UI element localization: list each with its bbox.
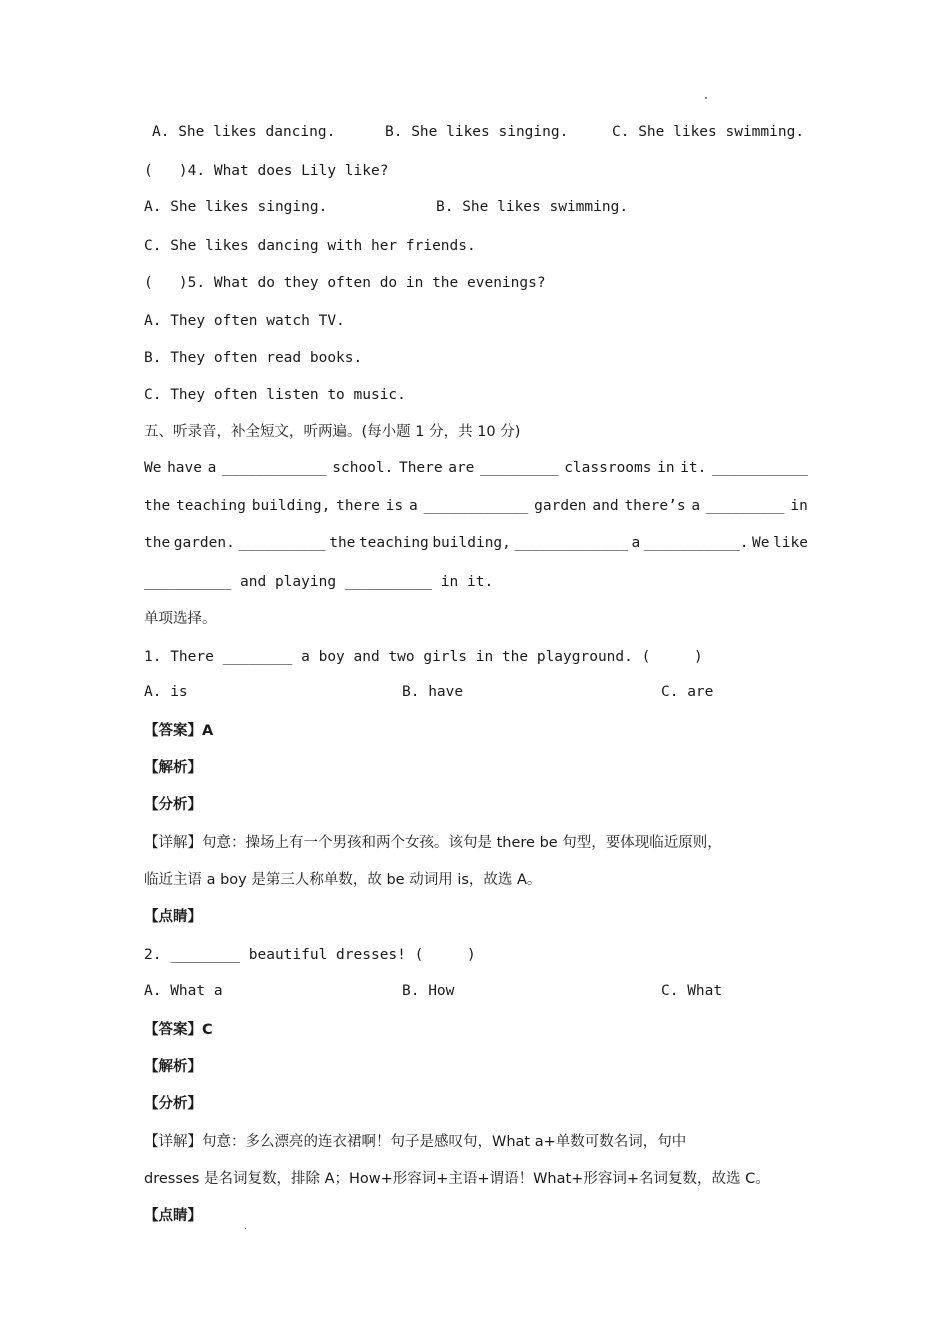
sc-q1-detail-2: 临近主语 a boy 是第三人称单数，故 be 动词用 is，故选 A。	[144, 872, 542, 888]
sc-q1-option-a: A. is	[144, 684, 188, 700]
q3-option-c: C. She likes swimming.	[612, 124, 805, 140]
sc-q1-stem: 1. There ________ a boy and two girls in the playground. ( )	[144, 649, 703, 665]
blank: _________	[480, 460, 559, 476]
word: and	[592, 498, 619, 514]
word: there	[336, 498, 380, 514]
q3-option-a: A. She likes dancing.	[152, 124, 336, 140]
single-choice-heading: 单项选择。	[144, 611, 217, 627]
sc-q1-option-b: B. have	[402, 684, 464, 700]
sc-q1-jiexi: 【解析】	[144, 760, 202, 776]
word: there’s	[624, 498, 686, 514]
word: is	[385, 498, 404, 514]
blank: __________	[238, 535, 326, 551]
sc-q1-answer: 【答案】A	[144, 723, 214, 739]
word: a	[691, 498, 701, 514]
sc-q1-options	[144, 684, 808, 704]
word: the	[329, 535, 356, 551]
word: a	[207, 460, 217, 476]
section5-line-1	[144, 460, 808, 480]
sc-q2-jiexi: 【解析】	[144, 1059, 202, 1075]
word: like	[773, 535, 808, 551]
q5-stem: ( )5. What do they often do in the evenings?	[144, 275, 546, 291]
section5-heading: 五、听录音，补全短文，听两遍。(每小题 1 分，共 10 分)	[144, 424, 521, 440]
q4-stem: ( )4. What does Lily like?	[144, 163, 389, 179]
sc-q1-dianjing: 【点睛】	[144, 909, 202, 925]
word: building,	[432, 535, 511, 551]
blank: ____________	[423, 498, 529, 514]
word: classrooms	[564, 460, 652, 476]
word: in	[790, 498, 808, 514]
sc-q1-option-c: C. are	[661, 684, 714, 700]
sc-q2-answer: 【答案】C	[144, 1022, 213, 1038]
q5-option-b: B. They often read books.	[144, 350, 363, 366]
sc-q2-dianjing: 【点睛】	[144, 1208, 202, 1224]
sc-q2-option-a: A. What a	[144, 983, 223, 999]
sc-q2-stem: 2. ________ beautiful dresses! ( )	[144, 947, 476, 963]
word: garden.	[173, 535, 235, 551]
blank: ___________.	[643, 535, 749, 551]
word: a	[408, 498, 418, 514]
word: a	[631, 535, 641, 551]
word: have	[167, 460, 202, 476]
blank: ___________	[711, 460, 808, 476]
blank: ____________	[221, 460, 327, 476]
word: building,	[251, 498, 331, 514]
q4-options-ab	[144, 199, 808, 219]
section5-line-2	[144, 498, 808, 518]
sc-q2-detail-2: dresses 是名词复数，排除 A；How+形容词+主语+谓语！What+形容词+名词复数，故选 C。	[144, 1171, 770, 1187]
sc-q2-option-c: C. What	[661, 983, 723, 999]
blank: _____________	[514, 535, 628, 551]
word: We	[144, 460, 162, 476]
q3-option-b: B. She likes singing.	[385, 124, 569, 140]
section5-line-3	[144, 535, 808, 555]
blank: _________	[705, 498, 785, 514]
word: garden	[534, 498, 587, 514]
word: are	[448, 460, 475, 476]
sc-q2-detail-1: 【详解】句意：多么漂亮的连衣裙啊！句子是感叹句，What a+单数可数名词，句中	[144, 1134, 687, 1150]
sc-q2-options	[144, 983, 808, 1003]
word: the	[144, 535, 171, 551]
sc-q1-fenxi: 【分析】	[144, 797, 202, 813]
word: it.	[680, 460, 707, 476]
sc-q2-option-b: B. How	[402, 983, 455, 999]
word: school.	[332, 460, 394, 476]
q4-option-c: C. She likes dancing with her friends.	[144, 238, 476, 254]
word: teaching	[176, 498, 246, 514]
word: We	[752, 535, 770, 551]
sc-q1-detail-1: 【详解】句意：操场上有一个男孩和两个女孩。该句是 there be 句型，要体现临近原则，	[144, 835, 722, 851]
bottom-dot-mark	[245, 1228, 246, 1229]
word: teaching	[358, 535, 429, 551]
top-dot-mark	[705, 97, 707, 99]
section5-line-4: __________ and playing __________ in it.	[144, 574, 494, 590]
q5-option-a: A. They often watch TV.	[144, 313, 345, 329]
word: the	[144, 498, 171, 514]
sc-q2-fenxi: 【分析】	[144, 1096, 202, 1112]
word: in	[657, 460, 675, 476]
q3-options	[144, 124, 808, 144]
q4-option-a: A. She likes singing.	[144, 199, 328, 215]
q4-option-b: B. She likes swimming.	[436, 199, 629, 215]
q5-option-c: C. They often listen to music.	[144, 387, 406, 403]
word: There	[398, 460, 443, 476]
